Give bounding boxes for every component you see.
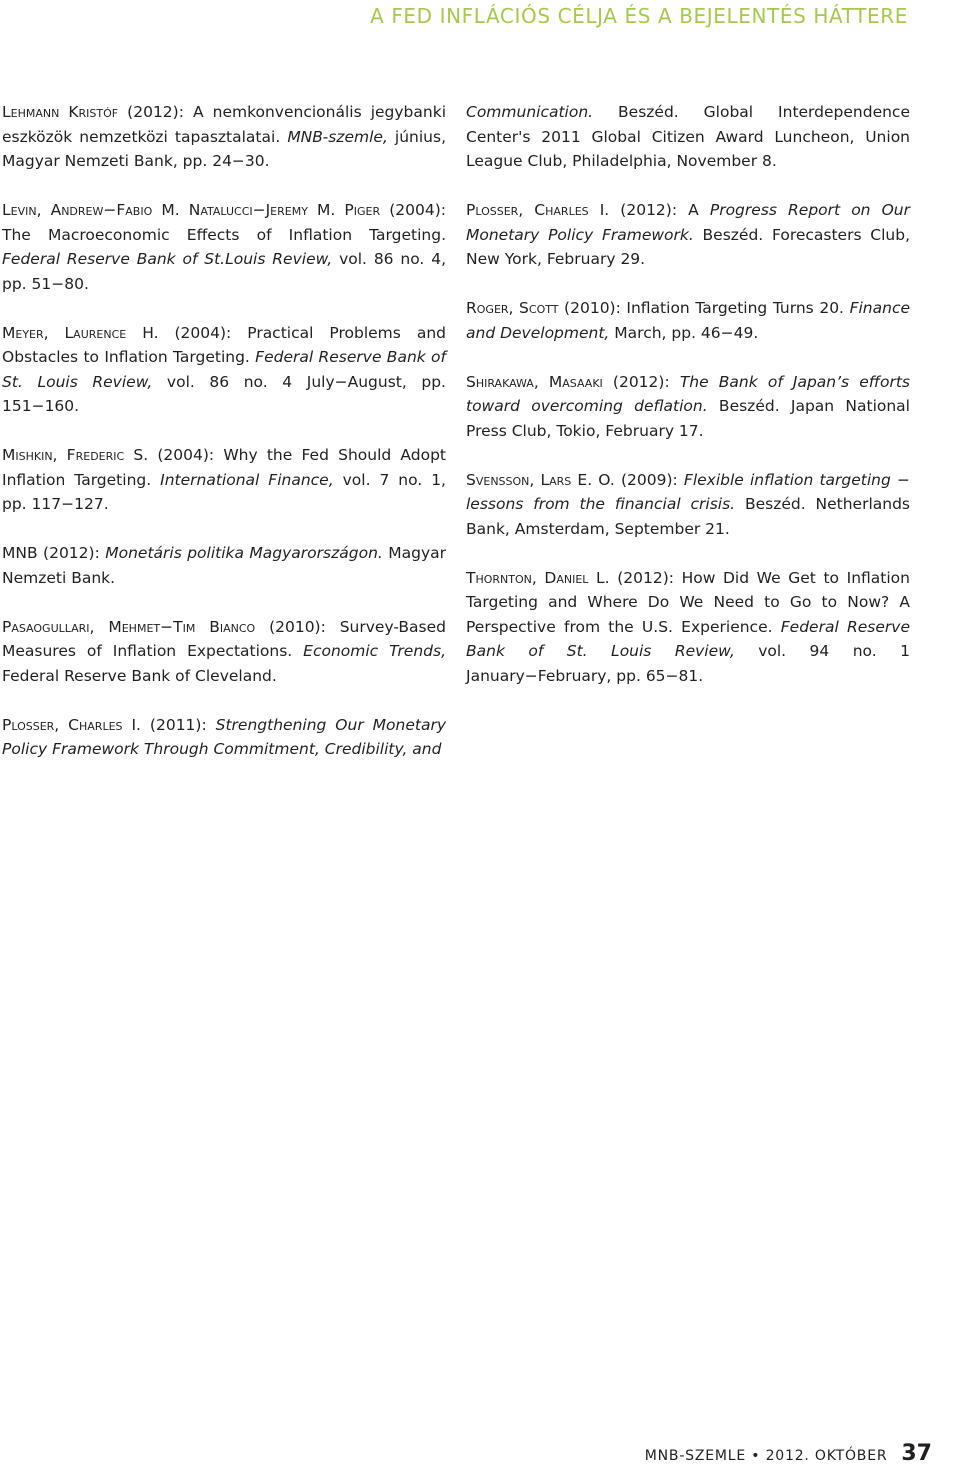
reference-entry bbox=[466, 566, 910, 689]
references-right-column bbox=[466, 100, 910, 713]
reference-details: Beszéd. Netherlands Bank, Amsterdam, September 21. bbox=[466, 495, 910, 538]
reference-details: Magyar Nemzeti Bank. bbox=[2, 544, 447, 587]
reference-details: június, Magyar Nemzeti Bank, pp. 24−30. bbox=[2, 127, 447, 170]
reference-author: Mishkin, Frederic S. bbox=[2, 446, 149, 464]
reference-text: (2004): Practical Problems and Obstacles to Inflation Targeting. bbox=[2, 323, 446, 366]
reference-author: Shirakawa, Masaaki bbox=[466, 372, 603, 391]
reference-source: MNB-szemle, bbox=[287, 127, 388, 146]
page-number: 37 bbox=[901, 1441, 932, 1466]
reference-details: March, pp. 46−49. bbox=[609, 323, 759, 342]
reference-source: Communication. bbox=[466, 103, 594, 121]
reference-entry bbox=[2, 443, 446, 517]
reference-author: Svensson, Lars E. O. bbox=[466, 470, 615, 489]
reference-details: Beszéd. Forecasters Club, New York, February 29. bbox=[466, 225, 910, 268]
reference-source: Finance and Development, bbox=[466, 299, 911, 342]
reference-entry bbox=[466, 468, 910, 542]
reference-source: International Finance, bbox=[160, 470, 334, 489]
reference-author: Plosser, Charles I. bbox=[466, 201, 610, 219]
reference-text: (2010): Inflation Targeting Turns 20. bbox=[558, 299, 850, 317]
reference-entry bbox=[2, 713, 446, 762]
reference-source: Federal Reserve Bank of St. Louis Review, bbox=[466, 617, 910, 660]
references-left-column bbox=[2, 100, 446, 786]
reference-source: Federal Reserve Bank of St.Louis Review, bbox=[2, 250, 333, 268]
reference-author: MNB bbox=[2, 544, 38, 562]
reference-source: The Bank of Japan’s efforts toward overcoming deflation. bbox=[466, 372, 910, 415]
reference-entry bbox=[466, 296, 910, 345]
reference-details: vol. 7 no. 1, pp. 117−127. bbox=[2, 470, 446, 513]
reference-entry bbox=[2, 541, 446, 590]
reference-source: Flexible inflation targeting − lessons from the financial crisis. bbox=[466, 470, 910, 513]
reference-details: Beszéd. Global Interdependence Center's 2011 Global Citizen Award Luncheon, Union League Club, Philadelphia, November 8. bbox=[466, 103, 910, 170]
reference-source: Economic Trends, bbox=[303, 642, 446, 660]
reference-source: Federal Reserve Bank of St. Louis Review, bbox=[2, 348, 446, 391]
reference-source: Strengthening Our Monetary Policy Framework Through Commitment, Credibility, and bbox=[2, 715, 446, 758]
reference-text: (2012): A bbox=[609, 201, 710, 219]
reference-entry bbox=[2, 615, 446, 689]
reference-text: (2004): The Macroeconomic Effects of Inflation Targeting. bbox=[2, 201, 446, 244]
reference-entry bbox=[2, 321, 446, 419]
reference-entry bbox=[466, 370, 910, 444]
reference-details: vol. 86 no. 4, pp. 51−80. bbox=[2, 250, 446, 293]
reference-entry bbox=[2, 198, 446, 296]
reference-text: (2004): Why the Fed Should Adopt Inflation Targeting. bbox=[2, 446, 446, 489]
reference-author: Thornton, Daniel L. bbox=[466, 568, 610, 587]
reference-details: vol. 94 no. 1 January−February, pp. 65−81. bbox=[466, 642, 910, 685]
reference-text: (2012): A nemkonvencionális jegybanki eszközök nemzetközi tapasztalatai. bbox=[2, 103, 447, 146]
reference-text: (2012): How Did We Get to Inflation Targeting and Where Do We Need to Go to Now? A Perspective from the U.S. Experience. bbox=[466, 568, 910, 636]
reference-source: Monetáris politika Magyarországon. bbox=[105, 544, 383, 562]
reference-author: Meyer, Laurence H. bbox=[2, 323, 159, 342]
footer-journal-issue: MNB-SZEMLE • 2012. OKTÓBER bbox=[644, 1448, 888, 1464]
reference-details: Beszéd. Japan National Press Club, Tokio, February 17. bbox=[466, 397, 910, 440]
reference-text: (2012): bbox=[37, 544, 106, 562]
reference-author: Pasaogullari, Mehmet−Tim Bianco bbox=[2, 617, 256, 636]
reference-text: (2012): bbox=[602, 372, 680, 391]
running-header: A FED INFLÁCIÓS CÉLJA ÉS A BEJELENTÉS HÁTTERE bbox=[370, 4, 908, 28]
reference-details: vol. 86 no. 4 July−August, pp. 151−160. bbox=[2, 372, 446, 415]
page-footer bbox=[645, 1441, 932, 1466]
reference-text: (2010): Survey-Based Measures of Inflation Expectations. bbox=[2, 617, 446, 660]
reference-entry bbox=[466, 198, 910, 272]
reference-author: Lehmann Kristóf bbox=[2, 103, 119, 121]
reference-text: (2011): bbox=[140, 715, 216, 734]
reference-entry bbox=[2, 100, 446, 174]
reference-author: Roger, Scott bbox=[466, 299, 559, 317]
reference-author: Levin, Andrew−Fabio M. Natalucci−Jeremy M. Piger bbox=[2, 201, 381, 219]
reference-entry-continued bbox=[466, 100, 910, 174]
reference-text: (2009): bbox=[614, 470, 684, 489]
reference-details: Federal Reserve Bank of Cleveland. bbox=[2, 666, 277, 685]
reference-source: Progress Report on Our Monetary Policy Framework. bbox=[466, 201, 910, 244]
reference-author: Plosser, Charles I. bbox=[2, 715, 141, 734]
